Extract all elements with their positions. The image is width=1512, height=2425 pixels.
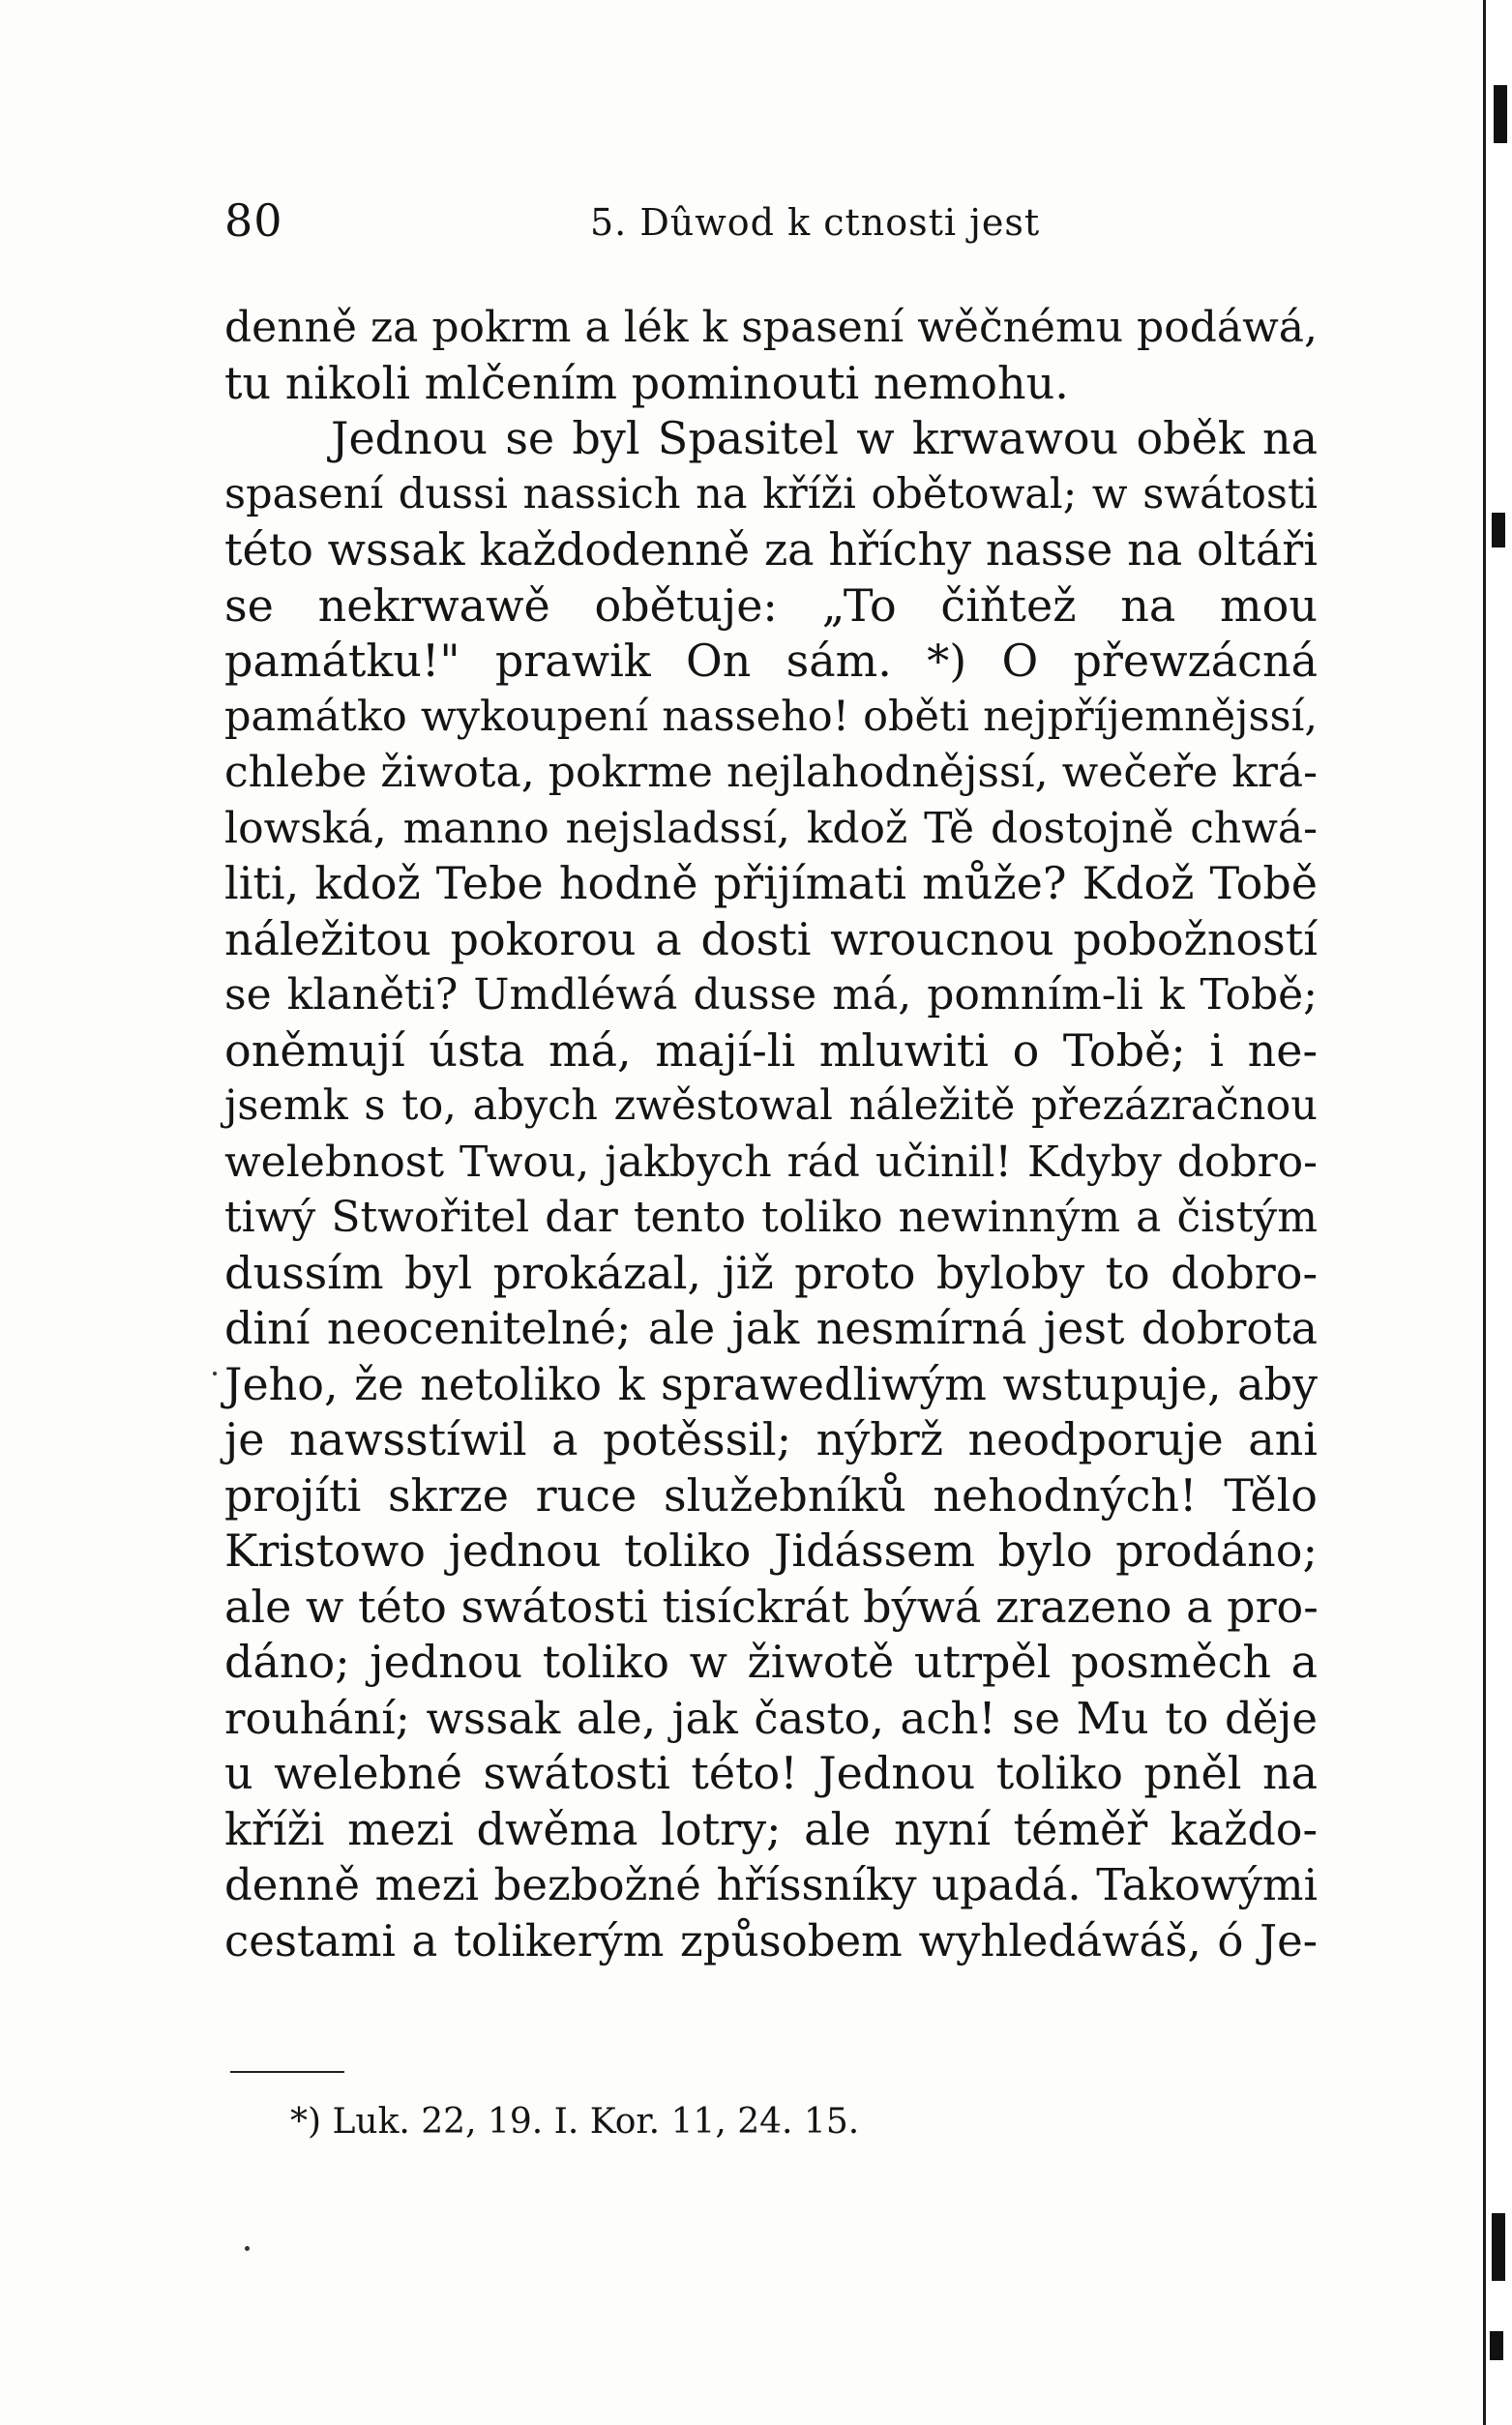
text-line: lowská, manno nejsladssí, kdož Tě dostojně chwá- [224,803,1318,853]
page-header [224,192,1337,250]
text-line: dussím byl prokázal, již proto byloby to dobro- [224,1246,1318,1299]
text-line: této wssak každodenně za hříchy nasse na oltáři [224,523,1318,576]
text-line: rouhání; wssak ale, jak často, ach! se Mu to děje [224,1692,1318,1744]
text-line: tiwý Stwořitel dar tento toliko newinným a čistým [224,1193,1318,1242]
text-line: památku!" prawik On sám. *) O přewzácná [224,635,1318,687]
text-line: diní neocenitelné; ale jak nesmírná jest dobrota [224,1302,1318,1354]
text-line: denně mezi bezbožné hříssníky upadá. Takowými [224,1859,1318,1910]
text-line: spasení dussi nassich na kříži obětowal; w swátosti [224,469,1318,518]
text-line: cestami a tolikerým způsobem wyhledáwáš, ó Je- [224,1914,1318,1967]
text-line: se nekrwawě obětuje: „To čiňtež na mou [224,578,1318,632]
text-line: Jednou se byl Spasitel w krwawou oběk na [331,412,1318,464]
page-number: 80 [224,194,283,247]
footnote-rule [230,2071,344,2073]
text-line: se klaněti? Umdléwá dusse má, pomním-li k Tobě; [224,970,1318,1020]
text-line: je nawsstíwil a potěssil; nýbrž neodporuje ani [224,1413,1318,1465]
text-line: památko wykoupení nasseho! oběti nejpříjemnějssí, [224,692,1318,741]
text-line: denně za pokrm a lék k spasení wěčnému podáwá, [224,303,1318,352]
text-line: náležitou pokorou a dosti wroucnou pobožností [224,912,1318,965]
running-head: 5. Dûwod k ctnosti jest [590,201,1041,244]
text-line: u welebné swátosti této! Jednou toliko pněl na [224,1747,1318,1799]
text-line: Kristowo jednou toliko Jidássem bylo prodáno; [224,1524,1318,1577]
text-line: ale w této swátosti tisíckrát býwá zrazeno a pro- [224,1580,1319,1633]
footnote: *) Luk. 22, 19. I. Kor. 11, 24. 15. [290,2102,860,2142]
text-line: welebnost Twou, jakbych rád učinil! Kdyby dobro- [224,1137,1318,1187]
text-line: oněmují ústa má, mají-li mluwiti o Tobě; i ne- [224,1023,1318,1077]
text-line: projíti skrze ruce služebníků nehodných! Tělo [224,1468,1318,1522]
text-line: jsemk s to, abych zwěstowal náležitě přezázračnou [224,1081,1318,1130]
text-line: kříži mezi dwěma lotry; ale nyní téměř každo- [224,1802,1318,1855]
text-line: Jeho, že netoliko k sprawedliwým wstupuje, aby [224,1357,1318,1410]
page-edge-shadow [1483,0,1512,2425]
text-line: tu nikoli mlčením pominouti nemohu. [224,356,1069,409]
text-line: chlebe žiwota, pokrme nejlahodnějssí, wečeře krá- [224,748,1318,797]
text-line: liti, kdož Tebe hodně přijímati může? Kdož Tobě [224,857,1318,909]
text-line: dáno; jednou toliko w žiwotě utrpěl posměch a [224,1636,1318,1688]
print-speck [245,2246,250,2251]
body-text [224,300,1318,1968]
print-speck [213,1372,217,1375]
